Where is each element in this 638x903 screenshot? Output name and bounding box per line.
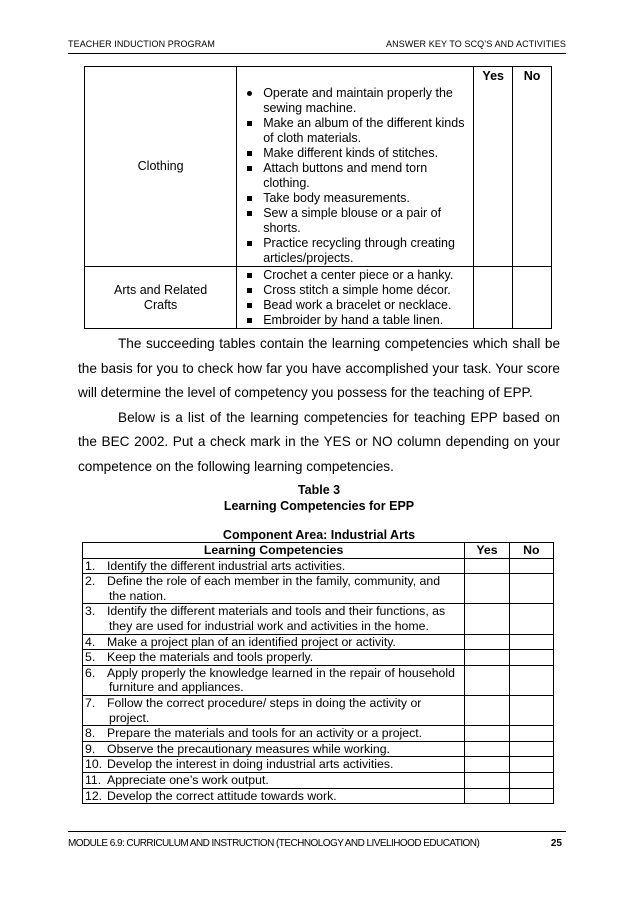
competency-text: Apply properly the knowledge learned in the repair of household (107, 665, 455, 680)
competency-text: Identify the different materials and tools and their functions, as (107, 604, 446, 619)
competency-number: 10. (85, 757, 103, 772)
no-cell[interactable] (513, 67, 552, 267)
paragraph: Below is a list of the learning competencies for teaching EPP based on the BEC 2002. Put a check mark in the YES or NO column depending on your competence on the following learning competencies. (78, 409, 560, 474)
table-row (83, 650, 554, 666)
competency-text: Appreciate one’s work output. (107, 772, 269, 787)
yes-check-cell[interactable] (474, 267, 513, 329)
no-check-cell[interactable] (509, 634, 553, 650)
competency-text-cont: furniture and appliances. (109, 680, 244, 695)
bullet-icon (247, 91, 252, 96)
no-check-cell[interactable] (509, 741, 553, 757)
competency-text-cont: project. (109, 710, 150, 725)
competency-text: Make a project plan of an identified project or activity. (107, 634, 396, 649)
competency-number: 12. (85, 788, 103, 803)
table-home-economics (84, 66, 552, 329)
yes-check-cell[interactable] (465, 788, 509, 804)
table-row (83, 665, 554, 695)
table-row (85, 267, 552, 329)
footer-left: MODULE 6.9: CURRICULUM AND INSTRUCTION (TECHNOLOGY AND LIVELIHOOD EDUCATION) (68, 838, 480, 849)
competency-text-cell (83, 757, 465, 773)
competency-text-cell (83, 788, 465, 804)
header-right: ANSWER KEY TO SCQ’S AND ACTIVITIES (386, 39, 566, 49)
competency-text-cell (83, 695, 465, 725)
yes-check-cell[interactable] (465, 650, 509, 666)
yes-check-cell[interactable] (465, 604, 509, 634)
header-left: TEACHER INDUCTION PROGRAM (68, 39, 216, 49)
table3-title: Learning Competencies for EPP (223, 499, 415, 513)
no-check-cell[interactable] (509, 574, 553, 604)
bullet-icon (247, 303, 252, 308)
list-item: Take body measurements. (237, 191, 473, 206)
table3-label: Table 3 (297, 483, 341, 497)
competency-cell (237, 67, 474, 267)
table-row (83, 788, 554, 804)
competency-cell (237, 267, 474, 329)
bullet-icon (247, 121, 252, 126)
competency-text: Follow the correct procedure/ steps in doing the activity or (107, 695, 422, 710)
list-item: Operate and maintain properly the sewing machine. (237, 86, 473, 116)
table3-body (83, 558, 554, 804)
competency-number: 8. (85, 726, 96, 741)
competency-number: 1. (85, 558, 96, 573)
yes-check-cell[interactable] (465, 741, 509, 757)
competency-text: Prepare the materials and tools for an activity or a project. (107, 726, 423, 741)
area-cell (85, 67, 237, 267)
yes-check-cell[interactable] (465, 634, 509, 650)
bullet-icon (247, 151, 252, 156)
no-check-cell[interactable] (509, 788, 553, 804)
component-area: Component Area: Industrial Arts (222, 528, 416, 542)
competency-number: 7. (85, 695, 96, 710)
table-row (83, 695, 554, 725)
body-text (78, 332, 560, 479)
area-arts-line2: Crafts (143, 297, 178, 312)
competency-text-cont: they are used for industrial work and activities in the home. (109, 618, 429, 633)
page-number: 25 (550, 838, 562, 849)
table-row (83, 604, 554, 634)
header-yes: Yes (465, 543, 509, 559)
no-header: No (523, 69, 541, 83)
list-item: Embroider by hand a table linen. (237, 313, 473, 328)
yes-check-cell[interactable] (465, 574, 509, 604)
header-no: No (509, 543, 553, 559)
bullet-icon (247, 166, 252, 171)
table-row (83, 574, 554, 604)
competency-text-cell (83, 604, 465, 634)
table-row (83, 757, 554, 773)
table-row (83, 772, 554, 788)
yes-header: Yes (482, 69, 504, 83)
header-competencies: Learning Competencies (83, 543, 465, 559)
competency-text-cell (83, 574, 465, 604)
yes-check-cell[interactable] (465, 558, 509, 574)
bullet-icon (247, 288, 252, 293)
table-row (83, 741, 554, 757)
competency-text: Develop the correct attitude towards work. (107, 788, 337, 803)
no-check-cell[interactable] (509, 558, 553, 574)
competency-number: 9. (85, 741, 96, 756)
yes-check-cell[interactable] (465, 726, 509, 742)
competency-number: 3. (85, 604, 96, 619)
competency-text-cell (83, 634, 465, 650)
paragraph: The succeeding tables contain the learning competencies which shall be the basis for you to check how far you have accomplished your task. Your score will determine the level of competency you possess for the teaching of EPP. (78, 336, 560, 400)
no-check-cell[interactable] (509, 757, 553, 773)
bullet-icon (247, 318, 252, 323)
competency-text: Observe the precautionary measures while working. (107, 741, 390, 756)
no-check-cell[interactable] (509, 650, 553, 666)
competency-text-cell (83, 650, 465, 666)
table-row (83, 558, 554, 574)
footer-rule (68, 831, 566, 832)
competency-number: 2. (85, 574, 96, 589)
competency-text-cell (83, 741, 465, 757)
bullet-icon (247, 211, 252, 216)
no-check-cell[interactable] (509, 604, 553, 634)
table-row (85, 67, 552, 267)
list-item: Make different kinds of stitches. (237, 146, 473, 161)
no-check-cell[interactable] (509, 772, 553, 788)
list-item: Crochet a center piece or a hanky. (237, 268, 473, 283)
table-learning-competencies (82, 542, 554, 804)
list-item: Attach buttons and mend torn clothing. (237, 161, 473, 191)
yes-check-cell[interactable] (465, 665, 509, 695)
no-check-cell[interactable] (509, 726, 553, 742)
competency-number: 6. (85, 665, 96, 680)
table-header-row (83, 543, 554, 559)
competency-number: 11. (85, 772, 102, 787)
yes-check-cell[interactable] (465, 772, 509, 788)
list-item: Make an album of the different kinds of cloth materials. (237, 116, 473, 146)
competency-text-cell (83, 726, 465, 742)
competency-text: Identify the different industrial arts activities. (107, 558, 346, 573)
no-check-cell[interactable] (513, 267, 552, 329)
header-rule (68, 53, 566, 54)
yes-cell[interactable] (474, 67, 513, 267)
yes-check-cell[interactable] (465, 757, 509, 773)
competency-text: Keep the materials and tools properly. (107, 650, 314, 665)
no-check-cell[interactable] (509, 695, 553, 725)
competency-number: 5. (85, 650, 96, 665)
area-cell (85, 267, 237, 329)
list-item: Cross stitch a simple home décor. (237, 283, 473, 298)
competency-list (237, 268, 473, 328)
bullet-icon (247, 273, 252, 278)
bullet-icon (247, 241, 252, 246)
competency-text: Define the role of each member in the family, community, and (107, 574, 441, 589)
list-item: Bead work a bracelet or necklace. (237, 298, 473, 313)
bullet-icon (247, 196, 252, 201)
table-row (83, 634, 554, 650)
area-arts-line1: Arts and Related (114, 282, 208, 297)
competency-text: Develop the interest in doing industrial arts activities. (107, 757, 394, 772)
list-item: Practice recycling through creating articles/projects. (237, 236, 473, 266)
competency-text-cont: the nation. (109, 588, 167, 603)
no-check-cell[interactable] (509, 665, 553, 695)
yes-check-cell[interactable] (465, 695, 509, 725)
competency-text-cell (83, 665, 465, 695)
list-item: Sew a simple blouse or a pair of shorts. (237, 206, 473, 236)
competency-text-cell (83, 558, 465, 574)
table-row (83, 726, 554, 742)
competency-list (237, 86, 473, 266)
competency-number: 4. (85, 634, 96, 649)
area-clothing: Clothing (137, 159, 184, 173)
competency-text-cell (83, 772, 465, 788)
